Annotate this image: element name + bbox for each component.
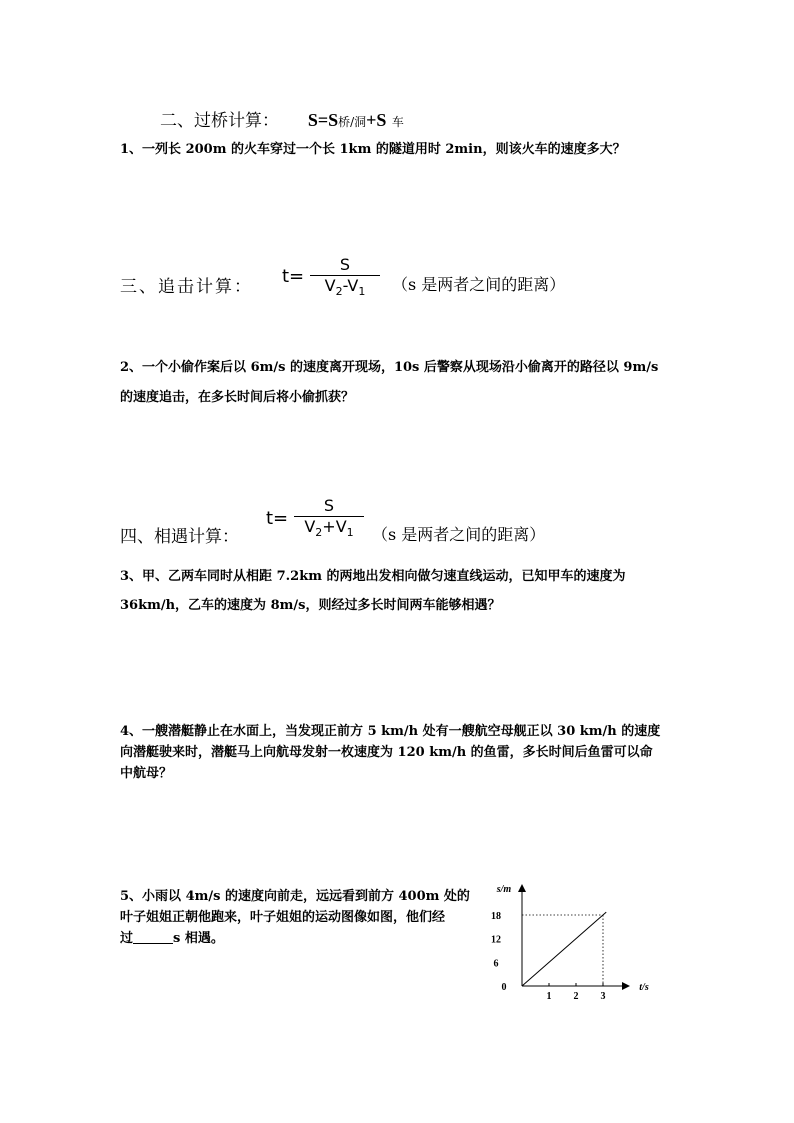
question-4-line-1: 4、一艘潜艇静止在水面上，当发现正前方 5 km/h 处有一艘航空母舰正以 30 km/h 的速度 [120,724,661,739]
question-1: 1、一列长 200m 的火车穿过一个长 1km 的隧道用时 2min，则该火车的速度多大？ [120,142,626,157]
section4-fraction [294,497,364,542]
section3-numerator: S [339,255,351,274]
x-tick-label-3: 3 [600,991,606,1002]
y-tick-label-18: 18 [491,911,501,922]
section2-heading: 二、过桥计算： [160,111,279,131]
question-5-line-3-suffix: s 相遇。 [173,931,224,946]
x-axis-label: t/s [639,982,649,993]
question-4-line-3: 中航母？ [120,766,173,781]
question-5-line-3 [120,928,224,949]
section2-formula-plus: +S [366,110,387,130]
question-5-line-2: 叶子姐姐正朝他跑来，叶子姐姐的运动图像如图，他们经 [120,910,446,925]
section3-denominator: $V_2-V_1$ [324,276,366,299]
x-tick-label-1: 1 [546,991,552,1002]
section2-formula-sub1: 桥/洞 [338,115,367,129]
section4-denominator: $V_2+V_1$ [304,517,354,540]
question-3-line-2: 36km/h，乙车的速度为 8m/s，则经过多长时间两车能够相遇？ [120,598,501,613]
question-4-line-2: 向潜艇驶来时，潜艇马上向航母发射一枚速度为 120 km/h 的鱼雷，多长时间后鱼雷可以命 [120,745,653,760]
section2-formula-lhs: S=S [307,110,339,130]
answer-blank [133,929,173,944]
question-2-line-1: 2、一个小偷作案后以 6m/s 的速度离开现场，10s 后警察从现场沿小偷离开的路径以 9m/s [120,360,659,375]
motion-graph [478,876,658,1006]
section4-t-eq: t= [266,508,289,529]
section2-formula-sub2: 车 [391,115,404,129]
section3-t-eq: t= [282,266,305,287]
y-tick-label-12: 12 [491,934,501,946]
y-tick-label-6: 6 [493,958,499,970]
question-3-line-1: 3、甲、乙两车同时从相距 7.2km 的两地出发相向做匀速直线运动，已知甲车的速度为 [120,569,626,584]
question-5-line-1: 5、小雨以 4m/s 的速度向前走，远远看到前方 400m 处的 [120,889,470,904]
section3-heading: 三、追击计算： [120,277,253,297]
question-2-line-2: 的速度追击，在多长时间后将小偷抓获？ [120,390,355,405]
question-5-line-3-prefix: 过 [120,931,134,946]
section3-note: （s 是两者之间的距离） [392,275,566,294]
section3-fraction [310,256,380,301]
section4-numerator: S [323,496,335,515]
section4-note: （s 是两者之间的距离） [372,525,546,544]
section4-heading: 四、相遇计算： [120,527,239,547]
section2-heading-row [160,106,404,131]
origin-label: 0 [501,982,507,993]
x-tick-label-2: 2 [573,991,579,1002]
series-line-0 [522,912,606,986]
y-axis-label: s/m [496,884,512,895]
